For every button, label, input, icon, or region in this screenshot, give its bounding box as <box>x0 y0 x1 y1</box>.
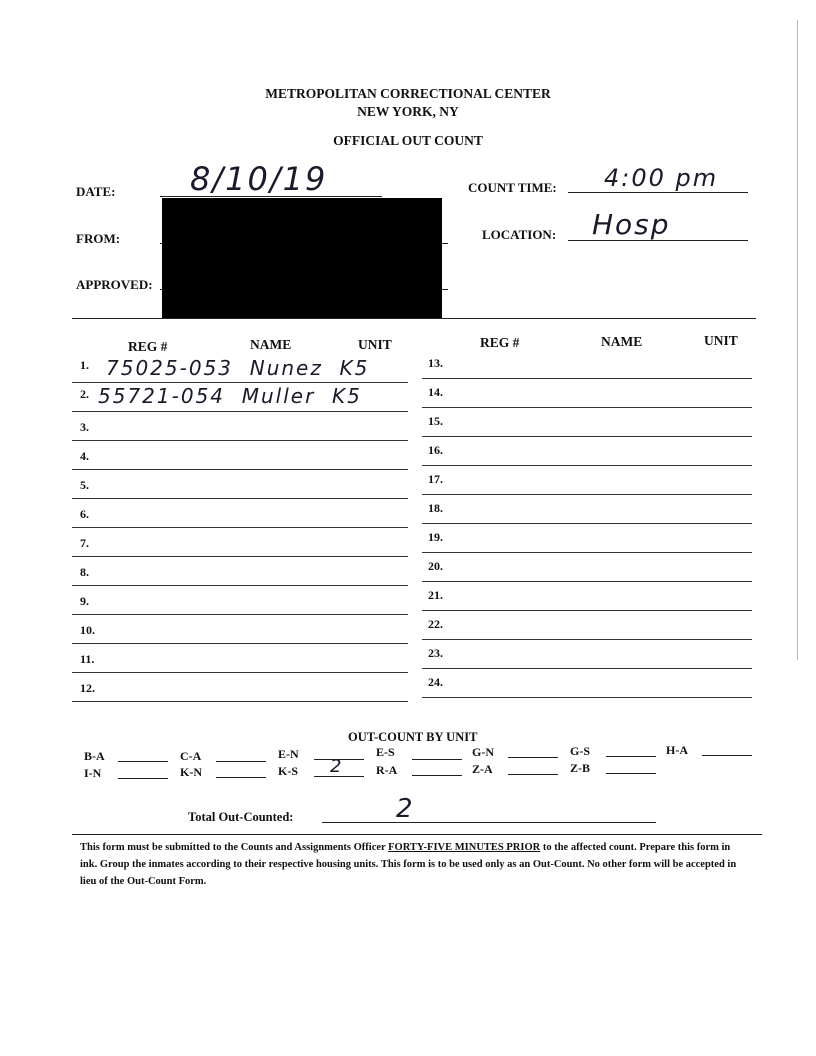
table-row[interactable] <box>422 408 752 437</box>
unit-za-label: Z-A <box>472 762 493 776</box>
location-label: LOCATION: <box>482 227 557 242</box>
table-row[interactable] <box>72 412 408 441</box>
unit-ra-field[interactable] <box>412 775 462 776</box>
unit-ba-field[interactable] <box>118 761 168 762</box>
row-number: 18. <box>428 501 443 515</box>
institution-city: NEW YORK, NY <box>357 104 459 119</box>
count-time-label: COUNT TIME: <box>468 180 557 195</box>
table-row[interactable] <box>72 586 408 615</box>
unit-zb-label: Z-B <box>570 761 591 775</box>
unit-ha-label: H-A <box>666 743 688 757</box>
table-row[interactable] <box>422 640 752 669</box>
redaction-block <box>162 198 442 318</box>
table-row[interactable] <box>422 582 752 611</box>
row-number: 2. <box>80 387 89 401</box>
footer-emphasis: FORTY-FIVE MINUTES PRIOR <box>388 842 541 853</box>
row-number: 1. <box>80 358 89 372</box>
row-number: 21. <box>428 588 443 602</box>
row-number: 7. <box>80 536 89 550</box>
unit-kn-label: K-N <box>180 765 202 779</box>
left-unit-header: UNIT <box>358 337 392 352</box>
total-value[interactable]: 2 <box>396 794 415 824</box>
unit-ks-value[interactable]: 2 <box>330 756 344 777</box>
row-entry[interactable]: 55721-054 Muller K5 <box>98 384 362 408</box>
row-number: 9. <box>80 594 89 608</box>
unit-es-label: E-S <box>376 745 395 759</box>
row-number: 8. <box>80 565 89 579</box>
total-label: Total Out-Counted: <box>188 810 294 824</box>
left-name-header: NAME <box>250 337 292 352</box>
row-number: 16. <box>428 443 443 457</box>
unit-es-field[interactable] <box>412 759 462 760</box>
row-number: 14. <box>428 385 443 399</box>
date-value[interactable]: 8/10/19 <box>190 160 328 198</box>
total-field[interactable] <box>322 822 656 823</box>
table-row[interactable] <box>422 553 752 582</box>
table-row[interactable] <box>72 557 408 586</box>
table-row[interactable] <box>72 615 408 644</box>
left-rows <box>72 354 408 702</box>
count-time-underline <box>568 192 748 193</box>
right-name-header: NAME <box>601 334 643 349</box>
footer-instructions <box>80 839 740 890</box>
row-line <box>422 697 752 698</box>
left-reg-header: REG # <box>128 339 168 354</box>
row-number: 13. <box>428 356 443 370</box>
unit-gn-field[interactable] <box>508 757 558 758</box>
unit-ba-label: B-A <box>84 749 105 763</box>
right-unit-header: UNIT <box>704 333 738 348</box>
unit-ha-field[interactable] <box>702 755 752 756</box>
unit-en-label: E-N <box>278 747 299 761</box>
row-number: 24. <box>428 675 443 689</box>
unit-gs-field[interactable] <box>606 756 656 757</box>
row-number: 22. <box>428 617 443 631</box>
date-label: DATE: <box>76 184 116 199</box>
table-row[interactable] <box>422 350 752 379</box>
row-number: 10. <box>80 623 95 637</box>
unit-ca-label: C-A <box>180 749 202 763</box>
unit-in-field[interactable] <box>118 778 168 779</box>
table-row[interactable] <box>72 383 408 412</box>
row-entry[interactable]: 75025-053 Nunez K5 <box>106 356 370 380</box>
table-row[interactable] <box>72 354 408 383</box>
table-row[interactable] <box>422 495 752 524</box>
row-number: 19. <box>428 530 443 544</box>
unit-ks-label: K-S <box>278 764 299 778</box>
location-value[interactable]: Hosp <box>592 208 671 241</box>
table-row[interactable] <box>422 611 752 640</box>
table-row[interactable] <box>72 528 408 557</box>
row-number: 5. <box>80 478 89 492</box>
row-number: 3. <box>80 420 89 434</box>
row-number: 6. <box>80 507 89 521</box>
unit-gs-label: G-S <box>570 744 591 758</box>
from-label: FROM: <box>76 231 121 246</box>
unit-ra-label: R-A <box>376 763 398 777</box>
outcount-title: OUT-COUNT BY UNIT <box>348 730 478 744</box>
row-line <box>72 701 408 702</box>
scan-edge <box>797 20 798 660</box>
count-time-value[interactable]: 4:00 pm <box>604 164 719 192</box>
right-rows <box>422 350 752 698</box>
table-row[interactable] <box>72 499 408 528</box>
table-row[interactable] <box>72 470 408 499</box>
row-number: 11. <box>80 652 95 666</box>
footer-text-end: to the affected count. Prepare this form in ink. Group the inmates according to their respective housing units. This form is to be used only as an Out-Count. No other form will be accepted in lieu of the Out-Count Form. <box>80 842 737 887</box>
header-separator <box>72 318 756 319</box>
institution-name: METROPOLITAN CORRECTIONAL CENTER <box>265 86 551 101</box>
unit-za-field[interactable] <box>508 774 558 775</box>
table-row[interactable] <box>422 524 752 553</box>
row-number: 23. <box>428 646 443 660</box>
unit-ca-field[interactable] <box>216 761 266 762</box>
form-title: OFFICIAL OUT COUNT <box>333 133 483 148</box>
unit-gn-label: G-N <box>472 745 494 759</box>
table-row[interactable] <box>422 466 752 495</box>
row-number: 4. <box>80 449 89 463</box>
table-row[interactable] <box>422 437 752 466</box>
row-number: 20. <box>428 559 443 573</box>
row-number: 15. <box>428 414 443 428</box>
footer-separator <box>72 834 762 835</box>
table-row[interactable] <box>422 379 752 408</box>
unit-kn-field[interactable] <box>216 777 266 778</box>
table-row[interactable] <box>72 644 408 673</box>
footer-text-start: This form must be submitted to the Counts and Assignments Officer <box>80 842 389 853</box>
unit-in-label: I-N <box>84 766 102 780</box>
row-number: 12. <box>80 681 95 695</box>
row-number: 17. <box>428 472 443 486</box>
approved-label: APPROVED: <box>76 277 153 292</box>
table-row[interactable] <box>72 673 408 702</box>
table-row[interactable] <box>72 441 408 470</box>
unit-zb-field[interactable] <box>606 773 656 774</box>
right-reg-header: REG # <box>480 335 520 350</box>
table-row[interactable] <box>422 669 752 698</box>
